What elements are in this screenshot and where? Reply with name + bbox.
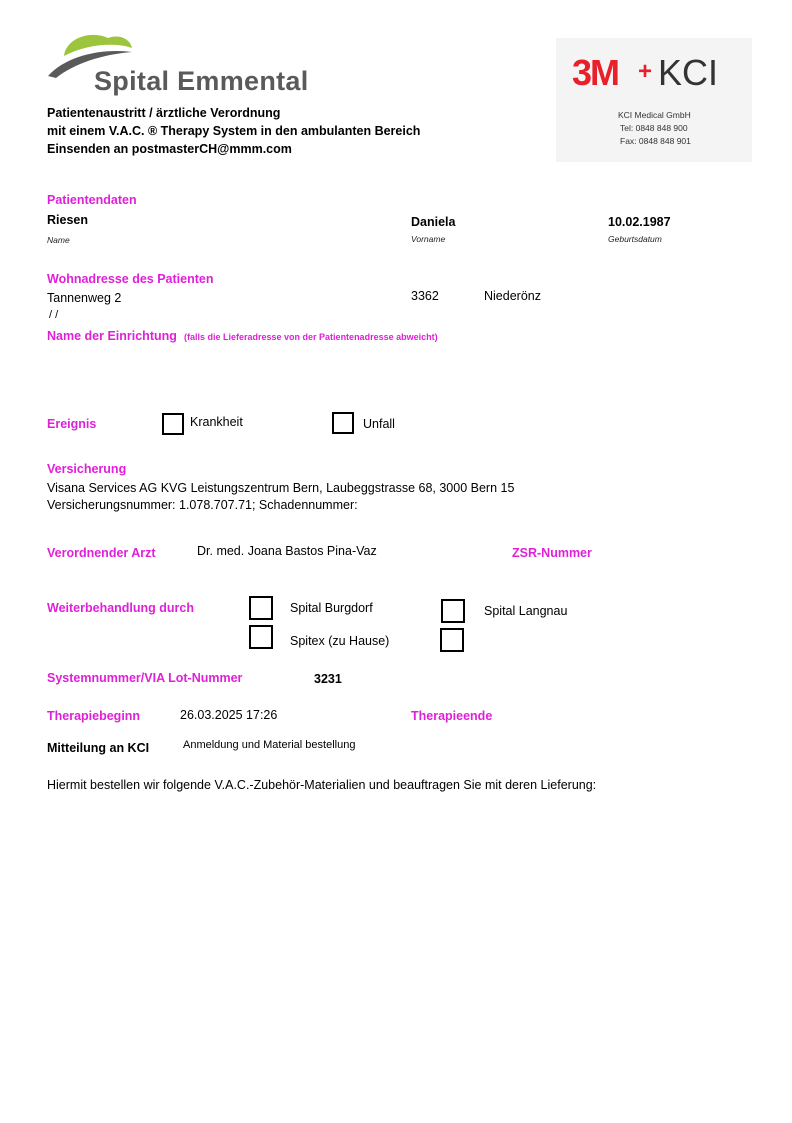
address-city: Niederönz [484, 289, 541, 303]
kci-logo-box [556, 38, 752, 162]
spital-burgdorf-checkbox[interactable] [249, 596, 273, 620]
krankheit-label: Krankheit [190, 415, 243, 429]
patient-birthdate: 10.02.1987 [608, 215, 671, 229]
kci-brand: KCI [658, 52, 719, 93]
spital-langnau-label: Spital Langnau [484, 604, 568, 618]
message-value: Anmeldung und Material bestellung [183, 739, 356, 751]
spital-langnau-checkbox[interactable] [441, 599, 465, 623]
address-street: Tannenweg 2 [47, 291, 122, 305]
therapy-end-label: Therapieende [411, 709, 493, 723]
institution-note: (falls die Lieferadresse von der Patientenadresse abweicht) [184, 332, 438, 342]
order-text: Hiermit bestellen wir folgende V.A.C.-Zubehör-Materialien und beauftragen Sie mit deren Lieferung: [47, 778, 597, 792]
therapy-start-label: Therapiebeginn [47, 709, 141, 723]
extra-followup-checkbox[interactable] [440, 628, 464, 652]
spitex-label: Spitex (zu Hause) [290, 634, 390, 648]
form-title-line2: mit einem V.A.C. ® Therapy System in den ambulanten Bereich [47, 124, 421, 138]
therapy-start-value: 26.03.2025 17:26 [180, 708, 278, 722]
kci-3m-brand: 3M [572, 52, 619, 93]
address-plz: 3362 [411, 289, 439, 303]
patient-name: Riesen [47, 213, 88, 227]
kci-plus-icon: + [638, 58, 653, 85]
patient-name-label: Name [47, 235, 70, 245]
followup-label: Weiterbehandlung durch [47, 601, 194, 615]
patient-vorname-label: Vorname [411, 234, 446, 244]
kci-company: KCI Medical GmbH [618, 110, 691, 120]
institution-section-title: Name der Einrichtung [47, 329, 177, 343]
event-label: Ereignis [47, 417, 97, 431]
kci-fax: Fax: 0848 848 901 [620, 136, 691, 146]
zsr-label: ZSR-Nummer [512, 546, 592, 560]
patient-section-title: Patientendaten [47, 193, 137, 207]
doctor-value: Dr. med. Joana Bastos Pina-Vaz [197, 544, 377, 558]
unfall-label: Unfall [363, 417, 395, 431]
system-value: 3231 [314, 672, 342, 686]
doctor-label: Verordnender Arzt [47, 546, 156, 560]
spitex-checkbox[interactable] [249, 625, 273, 649]
address-section-title: Wohnadresse des Patienten [47, 272, 214, 286]
spital-emmental-logo [46, 28, 321, 100]
form-title-line3: Einsenden an postmasterCH@mmm.com [47, 142, 292, 156]
hospital-name: Spital Emmental [94, 66, 309, 96]
insurance-line1: Visana Services AG KVG Leistungszentrum Bern, Laubeggstrasse 68, 3000 Bern 15 [47, 481, 515, 495]
kci-tel: Tel: 0848 848 900 [620, 123, 688, 133]
krankheit-checkbox[interactable] [162, 413, 184, 435]
patient-birthdate-label: Geburtsdatum [608, 234, 662, 244]
spital-burgdorf-label: Spital Burgdorf [290, 601, 373, 615]
unfall-checkbox[interactable] [332, 412, 354, 434]
message-label: Mitteilung an KCI [47, 741, 150, 755]
address-extra: / / [49, 309, 59, 321]
insurance-line2: Versicherungsnummer: 1.078.707.71; Schadennummer: [47, 498, 358, 512]
insurance-section-title: Versicherung [47, 462, 127, 476]
system-label: Systemnummer/VIA Lot-Nummer [47, 671, 243, 685]
form-title-line1: Patientenaustritt / ärztliche Verordnung [47, 106, 281, 120]
patient-vorname: Daniela [411, 215, 456, 229]
